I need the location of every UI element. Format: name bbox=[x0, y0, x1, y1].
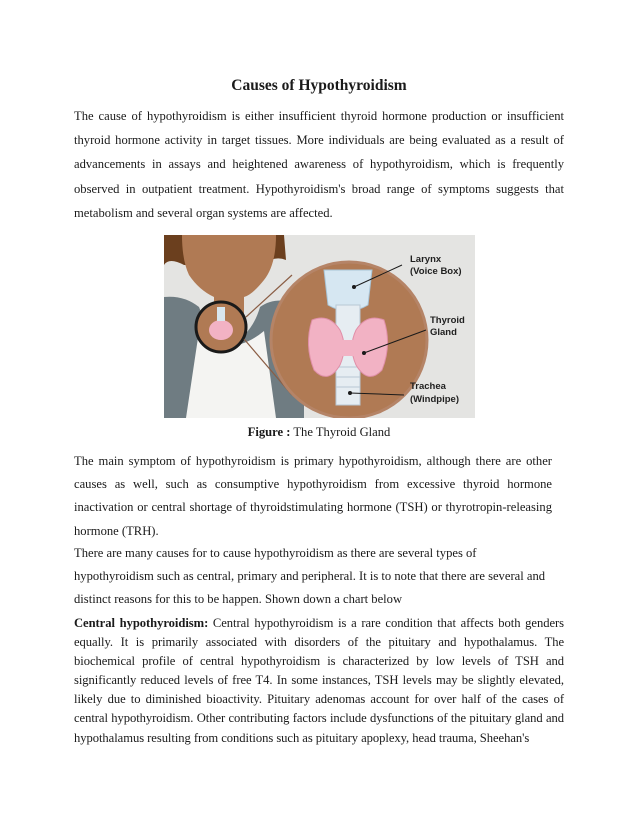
label-gland: Gland bbox=[430, 327, 457, 338]
label-larynx: Larynx bbox=[410, 254, 442, 265]
caption-text: The Thyroid Gland bbox=[290, 425, 391, 439]
thyroid-pointer-dot bbox=[362, 351, 366, 355]
thyroid-figure bbox=[164, 235, 475, 418]
label-thyroid: Thyroid bbox=[430, 315, 465, 326]
label-windpipe: (Windpipe) bbox=[410, 394, 459, 405]
symptom-paragraph: The main symptom of hypothyroidism is primary hypothyroidism, although there are other causes as well, such as consumptive hypothyroidism from excessive thyroid hormone inactivation or central shortage of thyroidstimulating hormone (TSH) or thyrotropin-releasing hormone (TRH). bbox=[74, 454, 552, 538]
caption-prefix: Figure : bbox=[247, 425, 291, 439]
label-voice-box: (Voice Box) bbox=[410, 266, 462, 277]
central-text: Central hypothyroidism is a rare condition that affects both genders equally. It is primarily associated with disorders of the pituitary and hypothalamus. The biochemical profile of central hypothyroidism is characterized by low levels of TSH and significantly reduced levels of free T4. In some instances, TSH levels may be slightly elevated, likely due to diminished bioactivity. Pituitary adenomas account for over half of the cases of central hypothyroidism. Other contributing factors include dysfunctions of the pituitary gland and hypothalamus resulting from conditions such as pituitary apoplexy, head trauma, Sheehan's bbox=[74, 616, 564, 745]
causes-paragraph: There are many causes for to cause hypothyroidism as there are several types of hypothyroidism such as central, primary and peripheral. It is to note that there are several and distinct reasons for this to be happen. Shown down a chart below bbox=[74, 546, 546, 606]
page-title: Causes of Hypothyroidism bbox=[231, 77, 407, 94]
thyroid-illustration bbox=[164, 235, 475, 418]
central-heading: Central hypothyroidism: bbox=[74, 616, 209, 630]
label-trachea: Trachea bbox=[410, 381, 446, 392]
trachea-pointer-dot bbox=[348, 391, 352, 395]
intro-paragraph: The cause of hypothyroidism is either insufficient thyroid hormone production or insufficient thyroid hormone activity in target tissues. More individuals are being evaluated as a result of advancements in assays and heightened awareness of hypothyroidism, which is frequently observed in outpatient treatment. Hypothyroidism's broad range of symptoms suggests that metabolism and several organ systems are affected. bbox=[74, 109, 564, 220]
figure-caption bbox=[0, 425, 638, 440]
larynx-pointer-dot bbox=[352, 285, 356, 289]
thyroid-isthmus bbox=[336, 340, 360, 356]
small-larynx-shape bbox=[217, 307, 225, 321]
small-thyroid-shape bbox=[209, 320, 233, 340]
central-hypothyroidism-paragraph bbox=[74, 614, 564, 748]
